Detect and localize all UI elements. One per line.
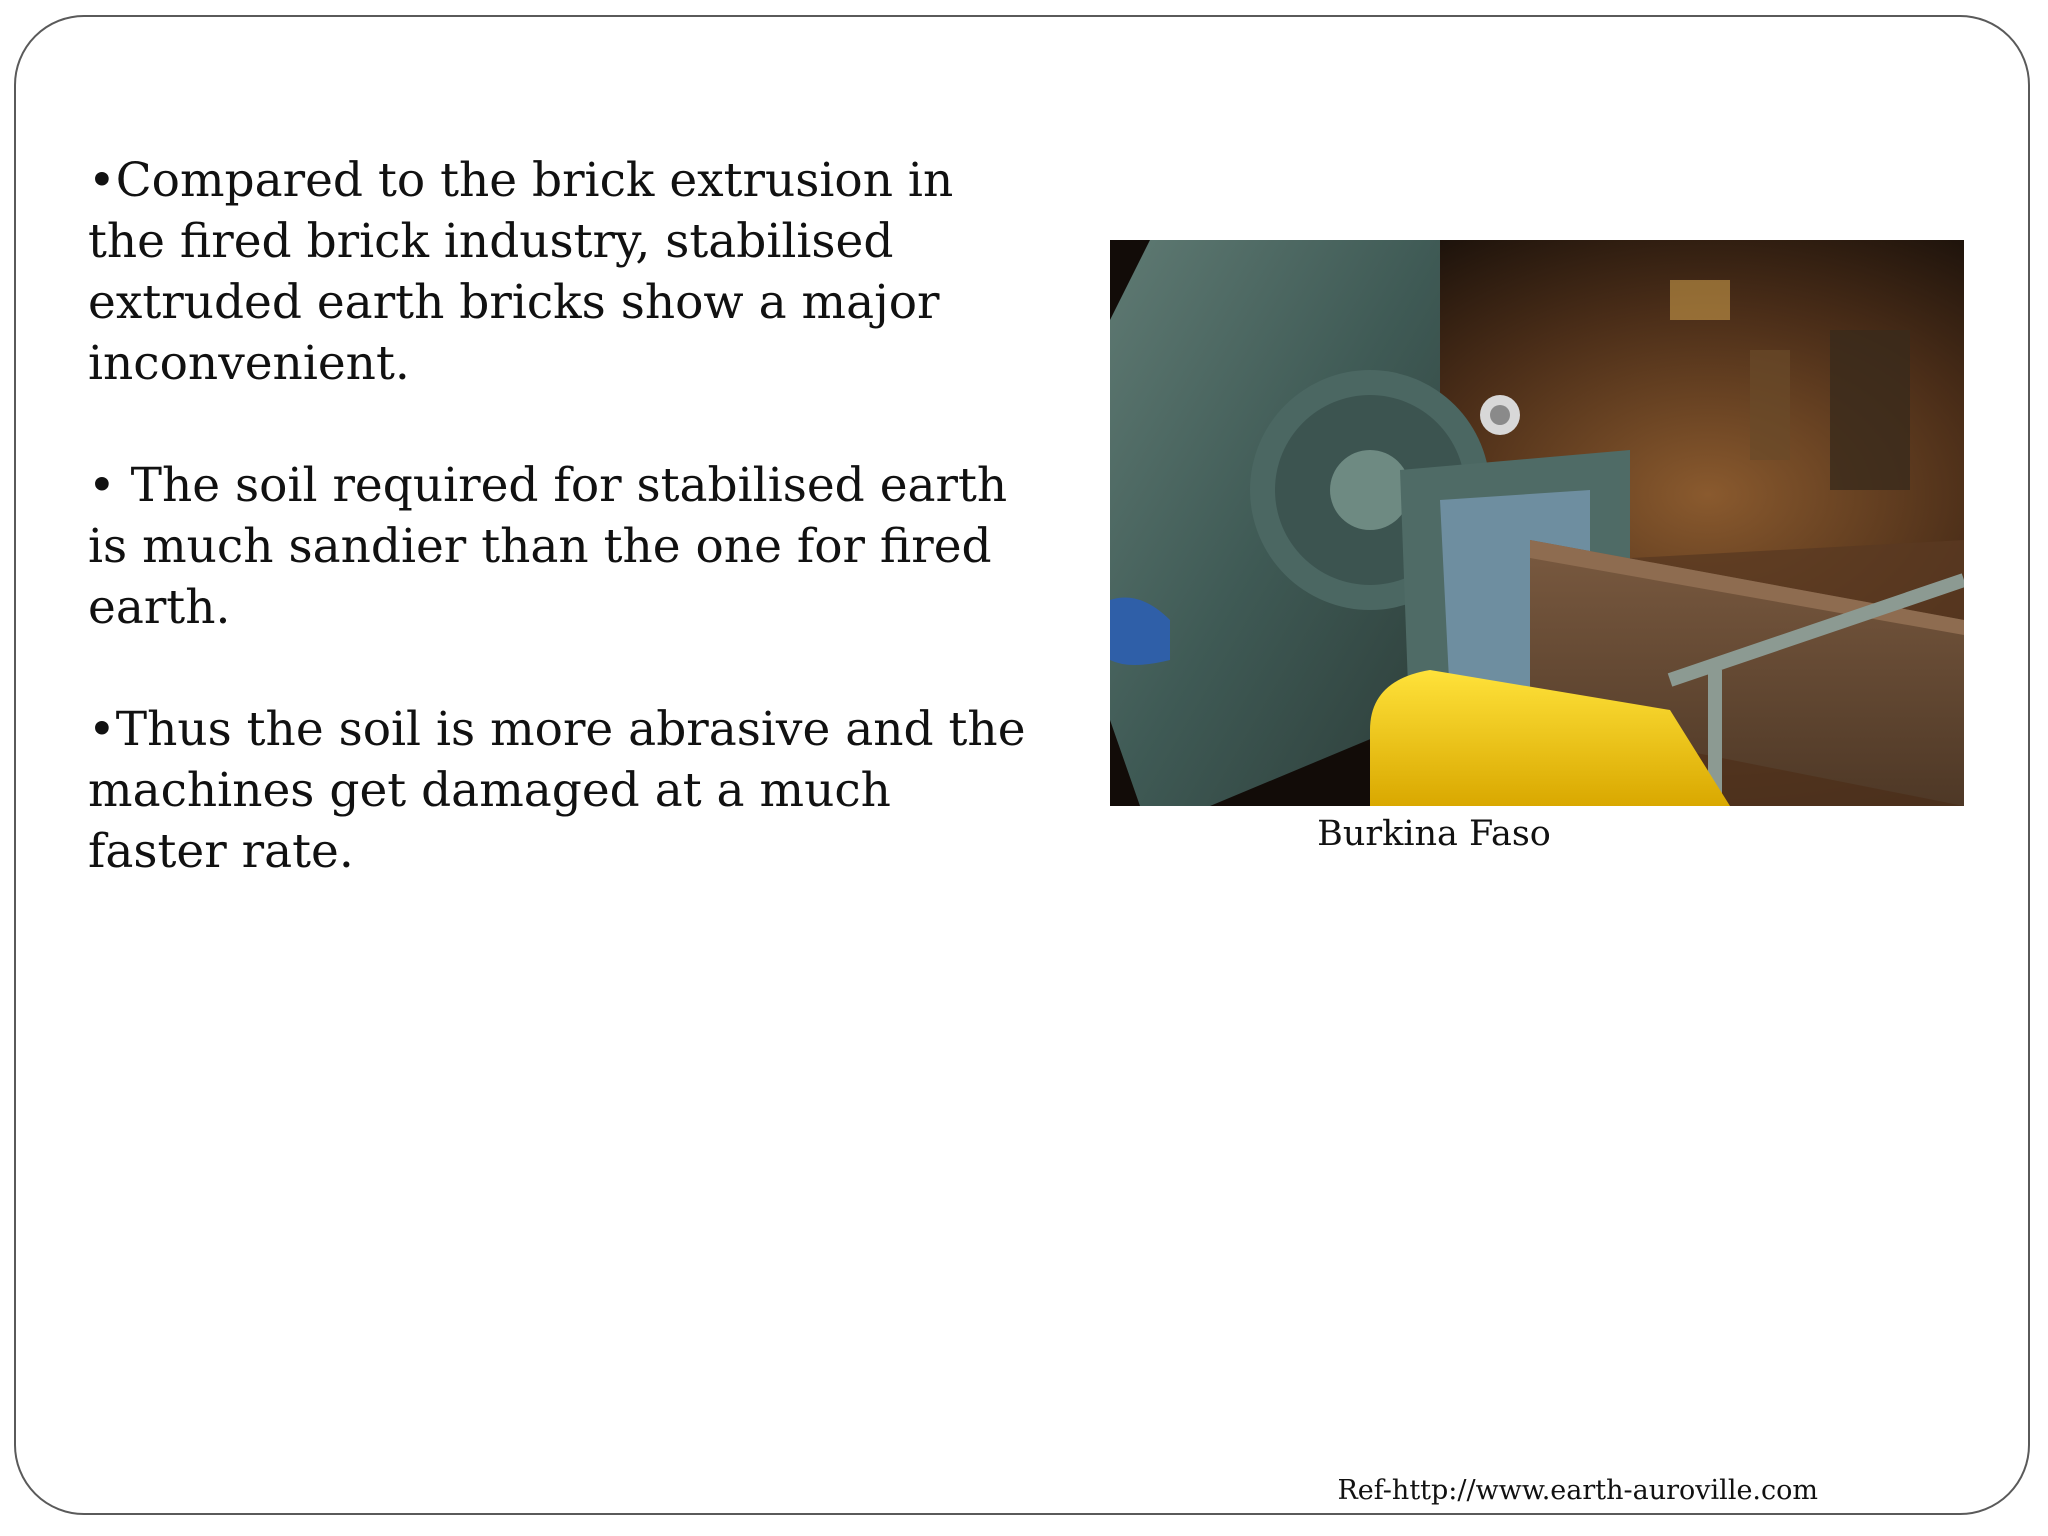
photo-illustration: [1110, 240, 1964, 806]
extruder-machine-photo: [1110, 240, 1964, 806]
bullet-point: • The soil required for stabilised earth is much sandier than the one for fired earth.: [88, 458, 1008, 635]
bullet-list: [88, 150, 1028, 943]
bullet-point: •Compared to the brick extrusion in the fired brick industry, stabilised extruded earth bricks show a major inconvenient.: [88, 153, 954, 391]
photo-caption: Burkina Faso: [1317, 814, 1551, 854]
reference-link[interactable]: Ref-http://www.earth-auroville.com: [1337, 1475, 1818, 1506]
bullet-point: •Thus the soil is more abrasive and the machines get damaged at a much faster rate.: [88, 702, 1026, 879]
